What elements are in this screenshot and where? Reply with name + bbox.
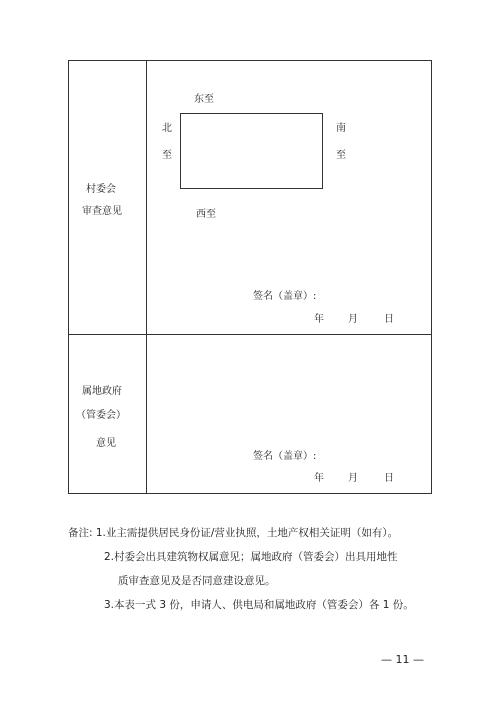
government-date-day: 日: [384, 473, 394, 484]
west-boundary-label: 西至: [196, 209, 216, 220]
village-date-year: 年: [314, 314, 324, 325]
note-line-3: 质审查意见及是否同意建设意见。: [118, 575, 276, 587]
government-date-year: 年: [314, 473, 324, 484]
table-column-divider: [146, 60, 147, 494]
village-date-month: 月: [348, 314, 358, 325]
boundary-sketch-box: [180, 113, 323, 189]
government-label-line1: 属地政府: [82, 386, 122, 397]
village-date-day: 日: [384, 314, 394, 325]
page-number: — 11 —: [381, 653, 424, 666]
village-label-line2: 审查意见: [82, 206, 122, 217]
south-boundary-char1: 南: [336, 123, 346, 134]
north-boundary-char1: 北: [162, 123, 172, 134]
government-label-line2: （管委会）: [76, 410, 126, 421]
village-signature-label: 签名（盖章）:: [253, 291, 317, 302]
government-signature-label: 签名（盖章）:: [253, 451, 317, 462]
note-line-2: 2.村委会出具建筑物权属意见；属地政府（管委会）出具用地性: [104, 551, 398, 563]
government-date-month: 月: [348, 473, 358, 484]
village-label-line1: 村委会: [86, 184, 116, 195]
note-line-1: 备注: 1.业主需提供居民身份证/营业执照，土地产权相关证明（如有）。: [68, 527, 399, 539]
government-label-line3: 意见: [96, 438, 116, 449]
table-row-divider: [68, 334, 432, 335]
north-boundary-char2: 至: [162, 150, 172, 161]
note-line-4: 3.本表一式 3 份，申请人、供电局和属地政府（管委会）各 1 份。: [104, 599, 414, 611]
south-boundary-char2: 至: [336, 150, 346, 161]
east-boundary-label: 东至: [194, 94, 214, 105]
